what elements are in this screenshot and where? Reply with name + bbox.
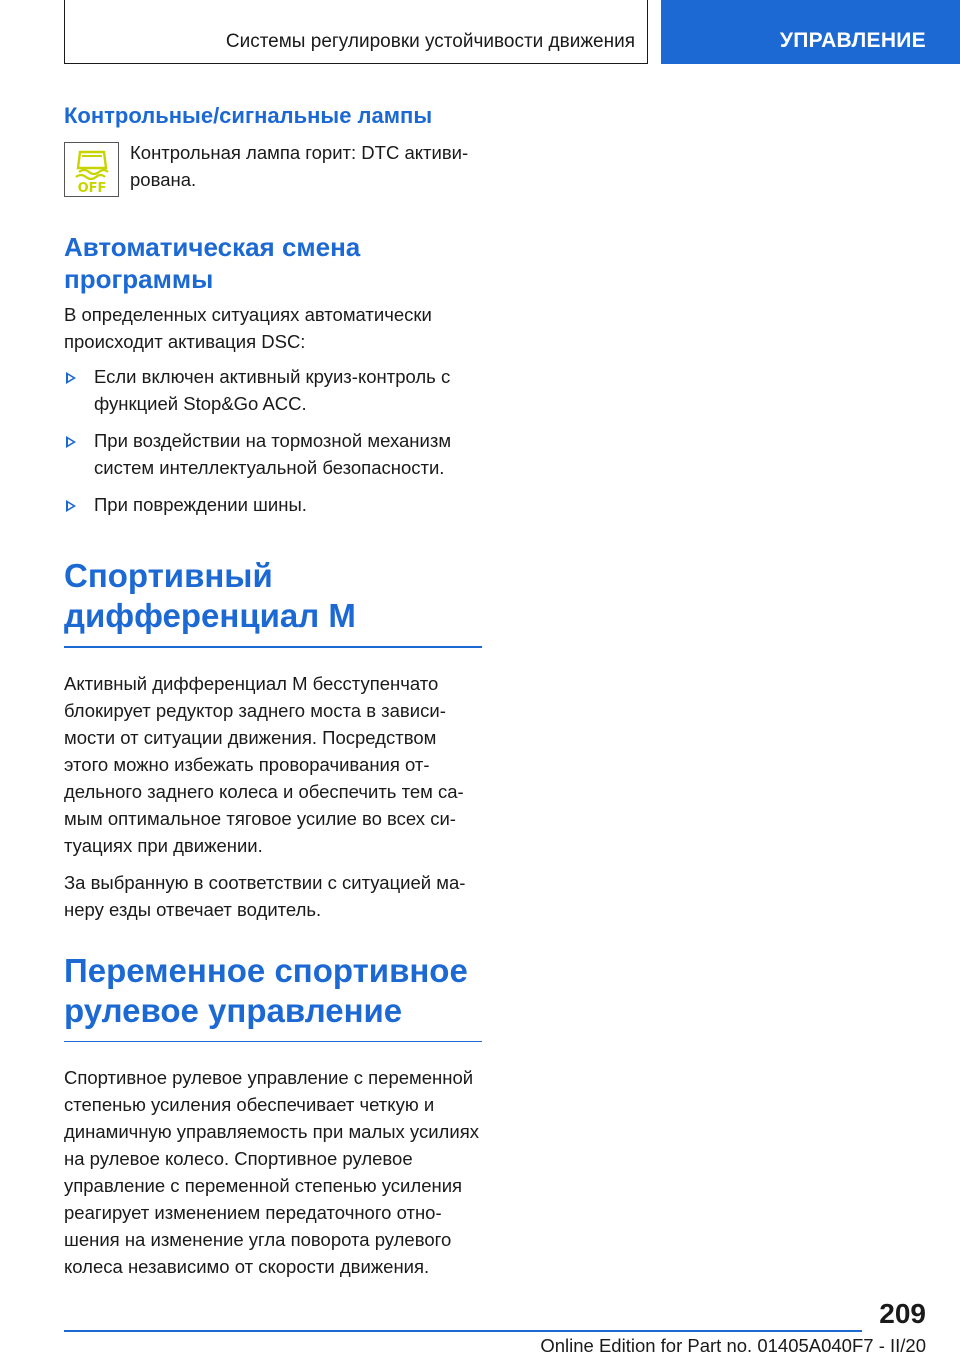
heading-divider: [64, 646, 482, 648]
lamp-description: Контрольная лампа горит: DTC активирована.: [130, 142, 469, 190]
main-column: [64, 101, 482, 1280]
page-number: 209: [879, 1298, 926, 1329]
auto-program-list: [64, 363, 482, 518]
m-differential-heading: Спортивный дифференциал M: [64, 557, 356, 634]
section-title: Системы регулировки устойчивости движения: [225, 31, 635, 52]
section-indicator-lamps: [64, 101, 482, 197]
auto-program-heading: Автоматическая смена программы: [64, 232, 361, 294]
footer-divider: [64, 1330, 862, 1332]
list-item: При повреждении шины.: [64, 491, 482, 518]
lamp-entry: [64, 139, 482, 197]
section-m-sport-differential: [64, 556, 482, 923]
dtc-off-warning-lamp-icon: [70, 146, 114, 194]
heading-divider: [64, 1041, 482, 1043]
lamp-icon-label: OFF: [77, 180, 106, 194]
list-item: При воздействии на тормозной механизм систем интеллектуальной безопасности.: [64, 427, 482, 481]
running-header: [64, 0, 648, 64]
triangle-bullet-icon: [66, 372, 76, 384]
section-automatic-program-change: [64, 231, 482, 518]
m-differential-paragraph-1: Активный дифференциал M бесступенчато блокирует редуктор заднего моста в зависимости от ситуации движения. Посредством этого можно избежать проворачивания отдельного заднего колеса и обеспечить тем самым оптимальное тяговое усилие во всех ситуациях при движении.: [64, 672, 464, 856]
m-differential-paragraph-2: За выбранную в соответствии с ситуацией манеру езды отвечает водитель.: [64, 871, 466, 920]
list-item: Если включен активный круиз-контроль с функцией Stop&Go ACC.: [64, 363, 482, 417]
lamps-heading: Контрольные/сигнальные лампы: [64, 103, 433, 128]
edition-note: Online Edition for Part no. 01405A040F7 - II/20: [540, 1335, 926, 1356]
variable-steering-paragraph: Спортивное рулевое управление с переменной степенью усиления обеспечивает четкую и динамичную управляемость при малых усилиях на рулевое колесо. Спортивное рулевое управление с переменной степенью усиления реагирует изменением передаточного отношения на изменение угла поворота рулевого колеса независимо от скорости движения.: [64, 1067, 479, 1277]
auto-program-intro: В определенных ситуациях автоматически происходит активация DSC:: [64, 304, 432, 352]
chapter-tab: [661, 0, 960, 64]
section-variable-sport-steering: [64, 951, 482, 1281]
chapter-tab-label: УПРАВЛЕНИЕ: [779, 29, 926, 52]
triangle-bullet-icon: [66, 436, 76, 448]
triangle-bullet-icon: [66, 500, 76, 512]
variable-steering-heading: Переменное спортивное рулевое управление: [64, 951, 468, 1029]
lamp-icon-frame: [64, 142, 119, 197]
